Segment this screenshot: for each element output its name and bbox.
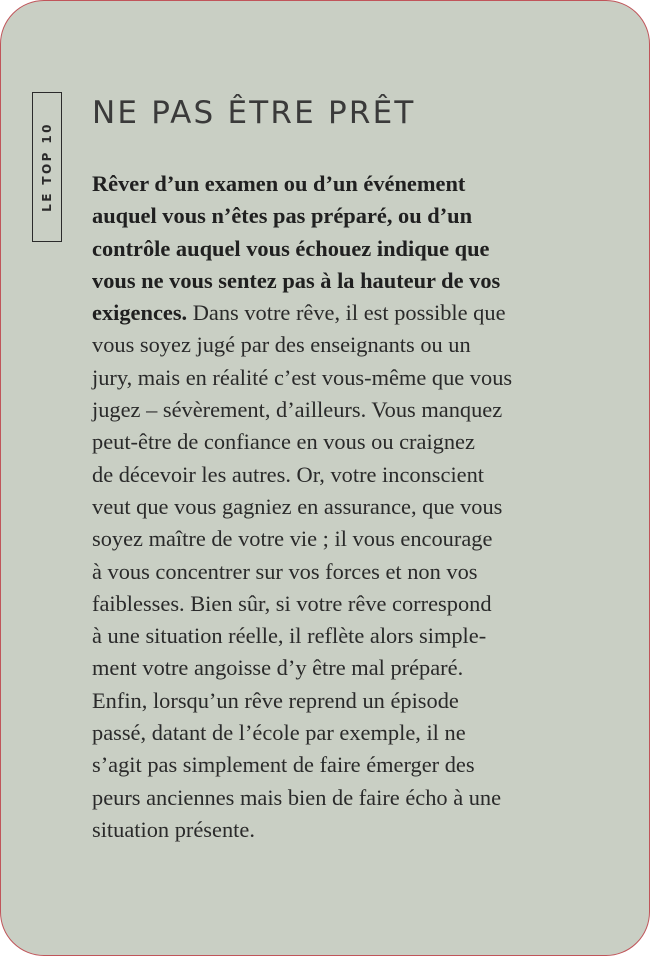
text-line: de décevoir les autres. Or, votre inconscient — [92, 461, 485, 487]
text-line: jury, mais en réalité c’est vous-même que vous — [92, 364, 513, 390]
bold-text: Rêver d’un examen ou d’un événement — [92, 171, 466, 196]
section-tab-label: LE TOP 10 — [40, 122, 54, 212]
bold-text: exigences. — [92, 300, 188, 326]
section-tab — [32, 92, 62, 242]
text-line — [92, 233, 567, 265]
text-line: passé, datant de l’école par exemple, il ne — [92, 720, 466, 746]
text-line: à vous concentrer sur vos forces et non vos — [92, 558, 478, 584]
text-line: faiblesses. Bien sûr, si votre rêve correspond — [92, 590, 492, 616]
bold-text: vous ne vous sentez pas à la hauteur de vos — [92, 267, 501, 293]
text-line: jugez – sévèrement, d’ailleurs. Vous manquez — [92, 397, 503, 423]
text-line: s’agit pas simplement de faire émerger des — [92, 752, 475, 778]
text-line: à une situation réelle, il reflète alors simple- — [92, 623, 487, 649]
text-line — [92, 168, 567, 200]
bold-text: auquel vous n’êtes pas préparé, ou d’un — [92, 203, 473, 229]
regular-text: Dans votre rêve, il est possible que — [187, 300, 506, 326]
text-line: veut que vous gagniez en assurance, que vous — [92, 493, 503, 519]
text-line: peut-être de confiance en vous ou craignez — [92, 429, 475, 455]
text-line: Enfin, lorsqu’un rêve reprend un épisode — [92, 687, 459, 713]
page-title: NE PAS ÊTRE PRÊT — [92, 95, 416, 131]
text-line: vous soyez jugé par des enseignants ou un — [92, 332, 471, 358]
text-line — [92, 297, 567, 329]
text-line: soyez maître de votre vie ; il vous encourage — [92, 526, 493, 552]
text-line: peurs anciennes mais bien de faire écho à une — [92, 784, 502, 810]
text-line: ment votre angoisse d’y être mal préparé. — [92, 655, 464, 681]
text-line — [92, 265, 567, 297]
text-line — [92, 200, 567, 232]
bold-text: contrôle auquel vous échouez indique que — [92, 235, 490, 261]
body-paragraph — [92, 168, 567, 846]
text-line: situation présente. — [92, 816, 255, 842]
